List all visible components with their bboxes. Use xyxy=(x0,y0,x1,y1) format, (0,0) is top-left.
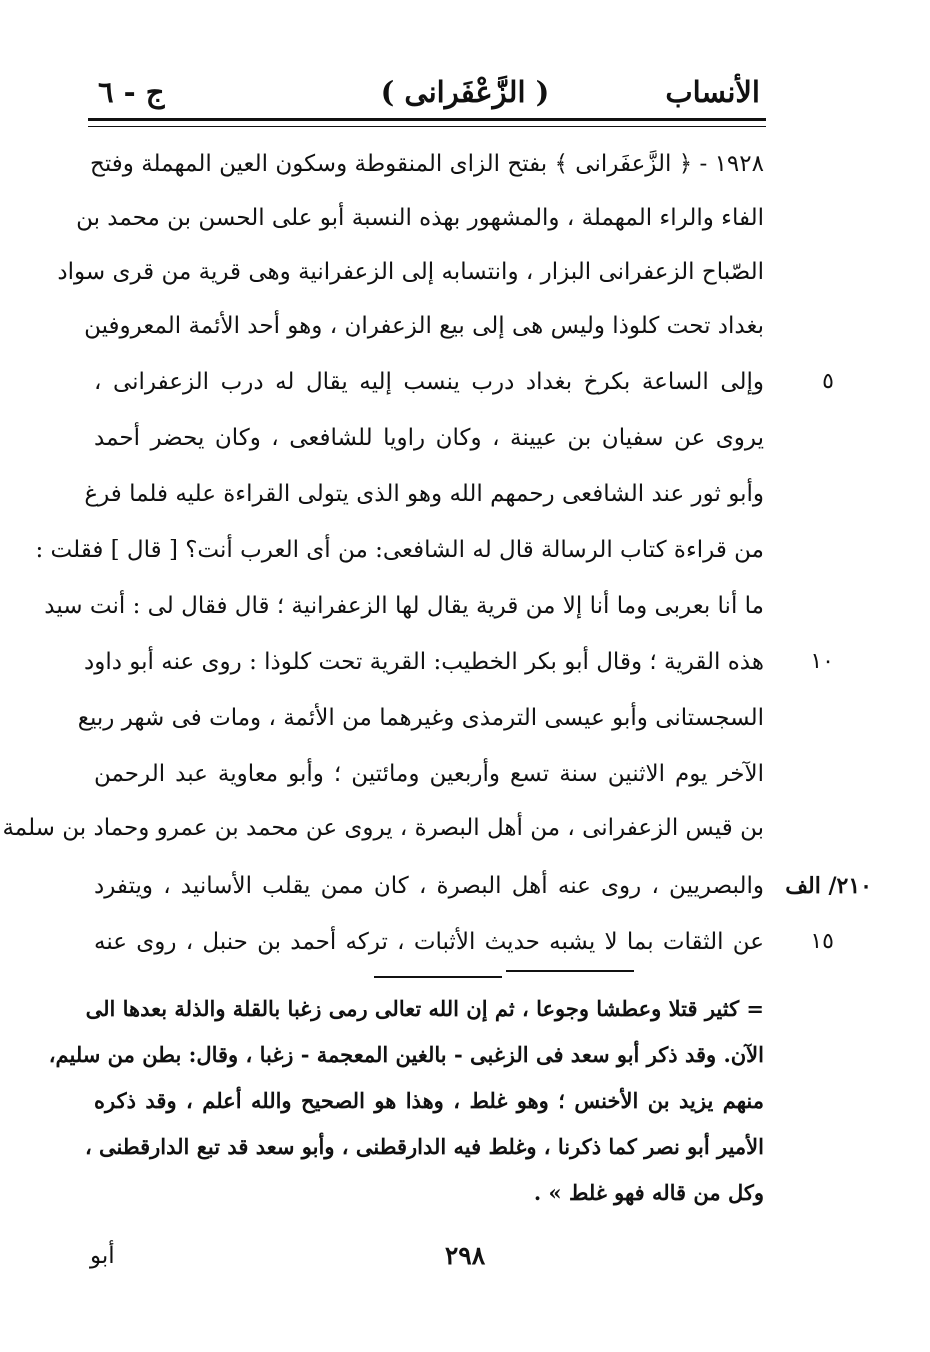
body-line: بغداد تحت كلوذا وليس هى إلى بيع الزعفران ، وهو أحد الأئمة المعروفين xyxy=(84,313,764,339)
page-number: ٢٩٨ xyxy=(444,1241,486,1270)
entry-heading: ( الزَّعْفَرانى ) xyxy=(380,75,550,109)
body-line: عن الثقات بما لا يشبه حديث الأثبات ، تركه أحمد بن حنبل ، روى عنه xyxy=(94,929,764,955)
footnote-separator-rule xyxy=(374,976,502,978)
footnote-line: منهم يزيد بن الأخنس ؛ وهو غلط ، وهذا هو الصحيح والله أعلم ، وقد ذكره xyxy=(94,1088,764,1113)
footnote-line: الأمير أبو نصر كما ذكرنا ، وغلط فيه الدارقطنى ، وأبو سعد قد تبع الدارقطنى ، xyxy=(84,1134,764,1159)
body-line: ١٩٢٨ - ﴿ الزَّعفَرانى ﴾ بفتح الزاى المنقوطة وسكون العين المهملة وفتح xyxy=(90,151,764,177)
line-number-5: ٥ xyxy=(822,369,834,394)
body-line: والبصريين ، روى عنه أهل البصرة ، كان ممن يقلب الأسانيد ، ويتفرد xyxy=(94,873,764,899)
body-line: ما أنا بعربى وما أنا إلا من قرية يقال لها الزعفرانية ؛ قال فقال لى : أنت سيد xyxy=(44,593,764,619)
body-line: بن قيس الزعفرانى ، من أهل البصرة ، يروى عن محمد بن عمرو وحماد بن سلمة xyxy=(2,815,764,841)
footnote-line: الآن. وقد ذكر أبو سعد فى الزغبى - بالغين المعجمة - زغبا ، وقال: بطن من سليم، xyxy=(48,1042,764,1067)
manuscript-folio-ref: ٢١٠/ الف xyxy=(785,873,872,899)
body-line: الصّباح الزعفرانى البزار ، وانتسابه إلى الزعفرانية وهى قرية من قرى سواد xyxy=(57,259,764,285)
body-line: وإلى الساعة بكرخ بغداد درب ينسب إليه يقال له درب الزعفرانى ، xyxy=(94,369,764,395)
footnote-line: وكل من قاله فهو غلط » . xyxy=(533,1180,764,1205)
body-line: وأبو ثور عند الشافعى رحمهم الله وهو الذى يتولى القراءة عليه فلما فرغ xyxy=(84,481,764,507)
book-title: الأنساب xyxy=(665,75,760,109)
footnote-line: = كثير قتلا وعطشا وجوعا ، ثم إن الله تعالى رمى زغبا بالقلة والذلة بعدها الى xyxy=(85,996,764,1021)
body-line: الفاء والراء المهملة ، والمشهور بهذه النسبة أبو على الحسن بن محمد بن xyxy=(76,205,764,231)
body-line: السجستانى وأبو عيسى الترمذى وغيرهما من الأئمة ، ومات فى شهر ربيع xyxy=(77,705,764,731)
line-number-15: ١٥ xyxy=(810,929,834,954)
body-line: الآخر يوم الاثنين سنة تسع وأربعين ومائتين ؛ وأبو معاوية عبد الرحمن xyxy=(94,761,764,787)
header-rule-thin xyxy=(88,126,766,127)
volume-indicator: ج - ٦ xyxy=(98,75,165,109)
body-line: من قراءة كتاب الرسالة قال له الشافعى: من أى العرب أنت؟ [ قال ] فقلت : xyxy=(35,537,764,563)
footnote-separator-rule xyxy=(506,970,634,972)
header-rule-thick xyxy=(88,118,766,121)
line-number-10: ١٠ xyxy=(810,649,834,674)
catchword: أبو xyxy=(90,1243,115,1269)
body-line: هذه القرية ؛ وقال أبو بكر الخطيب: القرية تحت كلوذا : روى عنه أبو داود xyxy=(83,649,764,675)
body-line: يروى عن سفيان بن عيينة ، وكان راويا للشافعى ، وكان يحضر أحمد xyxy=(94,425,764,451)
